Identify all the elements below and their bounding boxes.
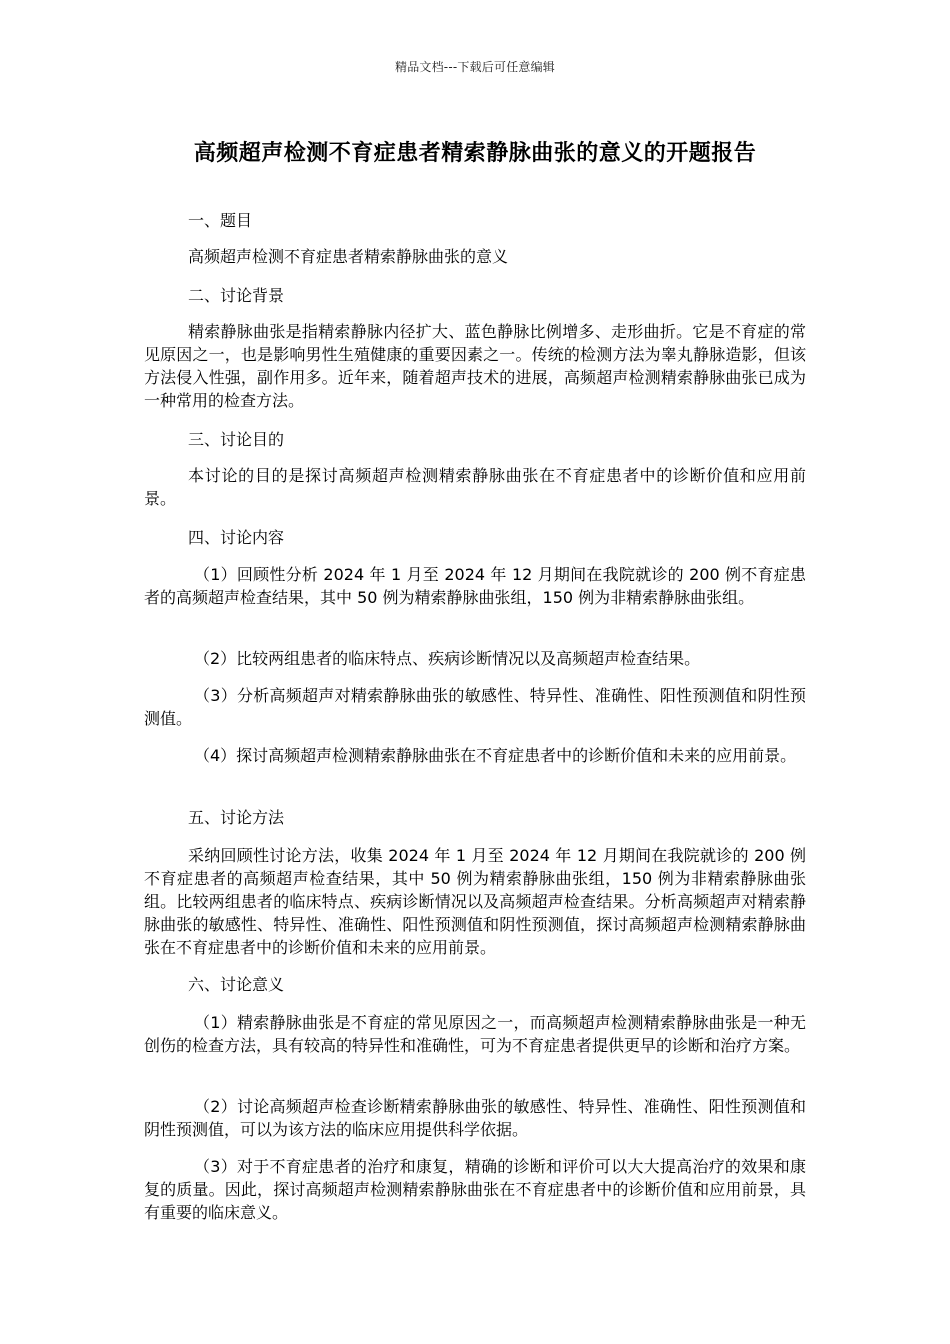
document-title: 高频超声检测不育症患者精索静脉曲张的意义的开题报告 (193, 141, 757, 166)
section-body-topic: 高频超声检测不育症患者精索静脉曲张的意义 (188, 247, 509, 266)
section-body-method: 采纳回顾性讨论方法，收集 2024 年 1 月至 2024 年 12 月期间在我院就诊的 200 例不育症患者的高频超声检查结果，其中 50 例为精索静脉曲张组，150 例为非精索静脉曲张组。比较两组患者的临床特点、疾病诊断情况以及高频超声检查结果。分析高频超声对精索静脉曲张的敏感性、特异性、准确性、阳性预测值和阴性预测值，探讨高频超声检测精索静脉曲张在不育症患者中的诊断价值和未来的应用前景。 (144, 846, 806, 957)
section-heading-background: 二、讨论背景 (188, 286, 285, 305)
section-heading-method: 五、讨论方法 (188, 808, 285, 827)
content-item-4: （4）探讨高频超声检测精索静脉曲张在不育症患者中的诊断价值和未来的应用前景。 (194, 746, 797, 765)
section-body-purpose: 本讨论的目的是探讨高频超声检测精索静脉曲张在不育症患者中的诊断价值和应用前景。 (144, 466, 806, 508)
section-body-background: 精索静脉曲张是指精索静脉内径扩大、蓝色静脉比例增多、走形曲折。它是不育症的常见原因之一，也是影响男性生殖健康的重要因素之一。传统的检测方法为睾丸静脉造影，但该方法侵入性强，副作用多。近年来，随着超声技术的进展，高频超声检测精索静脉曲张已成为一种常用的检查方法。 (144, 322, 806, 410)
section-heading-content: 四、讨论内容 (188, 528, 285, 547)
section-heading-purpose: 三、讨论目的 (188, 430, 285, 449)
significance-item-1: （1）精索静脉曲张是不育症的常见原因之一，而高频超声检测精索静脉曲张是一种无创伤的检查方法，具有较高的特异性和准确性，可为不育症患者提供更早的诊断和治疗方案。 (144, 1013, 806, 1055)
content-item-1: （1）回顾性分析 2024 年 1 月至 2024 年 12 月期间在我院就诊的 200 例不育症患者的高频超声检查结果，其中 50 例为精索静脉曲张组，150 例为非精索静脉曲张组。 (144, 565, 806, 607)
section-heading-topic: 一、题目 (188, 211, 253, 230)
content-item-2: （2）比较两组患者的临床特点、疾病诊断情况以及高频超声检查结果。 (194, 649, 701, 668)
significance-item-2: （2）讨论高频超声检查诊断精索静脉曲张的敏感性、特异性、准确性、阳性预测值和阴性预测值，可以为该方法的临床应用提供科学依据。 (144, 1097, 806, 1139)
section-heading-significance: 六、讨论意义 (188, 975, 285, 994)
content-item-3: （3）分析高频超声对精索静脉曲张的敏感性、特异性、准确性、阳性预测值和阴性预测值。 (144, 686, 806, 728)
significance-item-3: （3）对于不育症患者的治疗和康复，精确的诊断和评价可以大大提高治疗的效果和康复的质量。因此，探讨高频超声检测精索静脉曲张在不育症患者中的诊断价值和应用前景，具有重要的临床意义。 (144, 1157, 806, 1222)
page-header-watermark: 精品文档---下载后可任意编辑 (395, 60, 555, 74)
